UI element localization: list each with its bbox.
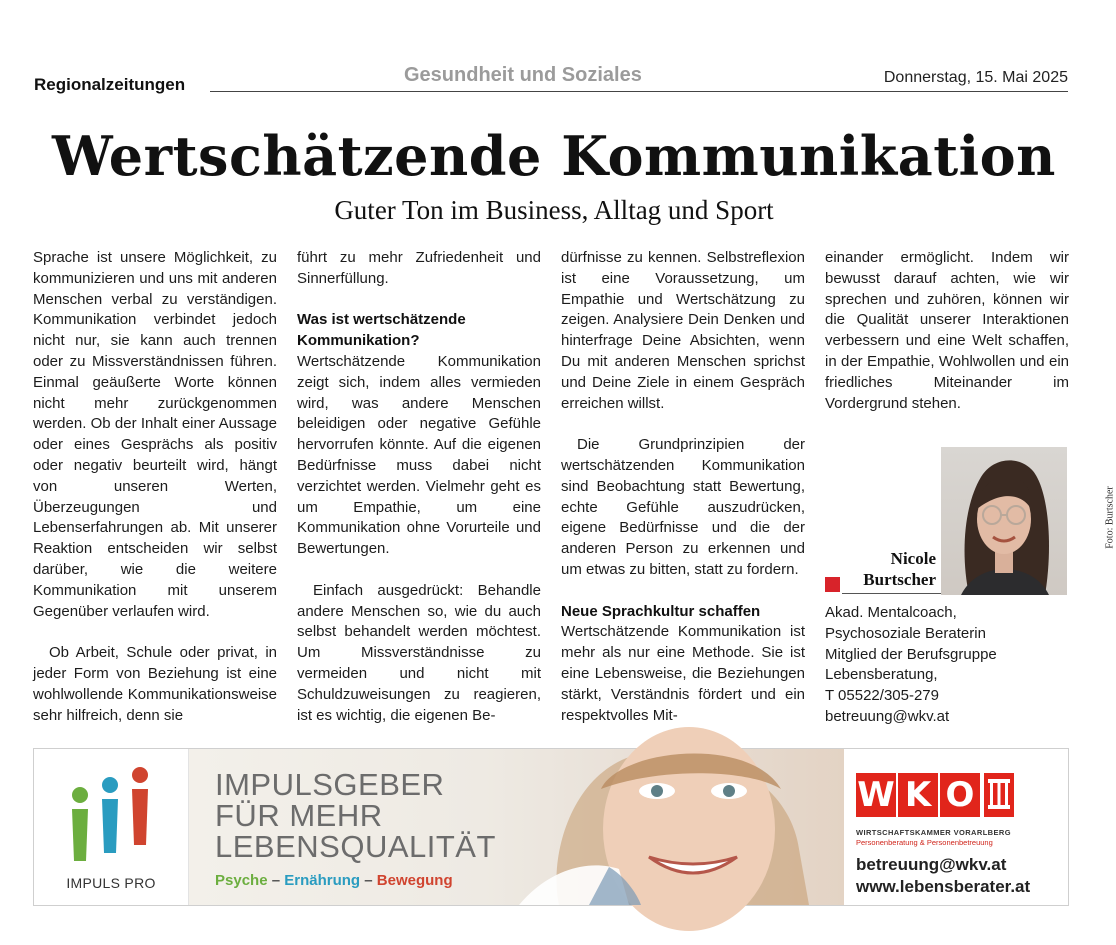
ad-visual <box>189 749 845 905</box>
bio-line: Mitglied der Berufsgruppe <box>825 645 997 663</box>
subheading: Neue Sprachkultur schaffen <box>561 602 761 620</box>
impuls-pro-label: IMPULS PRO <box>66 875 156 891</box>
wko-organisation: WIRTSCHAFTSKAMMER VORARLBERG <box>856 828 1011 837</box>
article-column-3 <box>561 248 805 726</box>
author-bio <box>825 603 997 728</box>
article-title: Wertschätzende Kommunikation <box>52 124 1056 188</box>
paragraph: einander ermöglicht. Indem wir bewusst darauf achten, wie wir sprechen und zuhören, können wir die Qualität unserer Interaktionen verbessern und eine Welt schaffen, in der Empathie, Wohlwollen und ein friedliches Miteinander im Vordergrund stehen. <box>825 249 1069 412</box>
paragraph: dürfnisse zu kennen. Selbstreflexion ist eine Voraussetzung, um Empathie und Wertschätzung zu zeigen. Analysiere Dein Denken und hinterfrage Deine Absichten, wenn Du mit anderen Menschen sprichst und Deine Ziele in einem Gespräch erreichen willst. <box>561 249 805 412</box>
rubric-title: Gesundheit und Soziales <box>400 64 646 87</box>
bio-line: Psychosoziale Beraterin <box>825 624 986 642</box>
paragraph: Die Grundprinzipien der wertschätzenden Kommunikation sind Beobachtung statt Bewertung, echte Gefühle auszudrücken, eigene Bedürfnisse und die der anderen Person zu erkennen und um etwas zu bitten, statt zu fordern. <box>561 436 805 578</box>
article-column-2 <box>297 248 541 726</box>
article-column-4 <box>825 248 1069 414</box>
tag-bewegung: Bewegung <box>376 872 453 889</box>
wko-logo <box>856 773 1014 821</box>
wko-letter: O <box>940 773 980 817</box>
vorarlberg-crest-icon <box>984 773 1014 817</box>
red-marker <box>825 577 840 592</box>
tag-ernaehrung: Ernährung <box>284 872 361 889</box>
impuls-pro-logo <box>34 749 189 905</box>
issue-date: Donnerstag, 15. Mai 2025 <box>883 69 1068 86</box>
paragraph: Wertschätzende Kommunikation ist mehr als nur eine Methode. Sie ist eine Lebensweise, die Beziehungen stärkt, Verständnis fördert und ein respektvolles Mit- <box>561 623 805 724</box>
wko-block <box>844 749 1068 905</box>
paragraph: Wertschätzende Kommunikation zeigt sich, indem alles vermieden wird, was andere Menschen beleidigen oder negative Gefühle hervorrufen könnte. Auf die eigenen Bedürfnisse muss dabei nicht verzichtet werden. Vielmehr geht es um Empathie, um eine Kommunikation ohne Vorurteile und Bewertungen. <box>297 352 541 558</box>
bio-line: Lebensberatung, <box>825 666 938 684</box>
author-name <box>838 548 936 590</box>
ad-headline-line: LEBENSQUALITÄT <box>215 829 496 864</box>
tag-psyche: Psyche <box>215 872 268 889</box>
section-name: Regionalzeitungen <box>34 75 186 94</box>
tag-separator: – <box>271 872 281 889</box>
article-subtitle: Guter Ton im Business, Alltag und Sport <box>334 195 774 225</box>
paragraph: Sprache ist unsere Möglichkeit, zu kommunizieren und uns mit anderen Menschen verbal zu verständigen. Kommunikation verbindet jedoch nicht nur, sie kann auch trennen oder zu Missverständnissen führen. Einmal geäußerte Worte können nicht mehr zurückgenommen werden. Ob der Inhalt einer Aussage oder eines Gesprächs als positiv oder negativ beurteilt wird, hängt von unseren Werten, Überzeugungen und Lebenserfahrungen ab. Mit unserer Reaktion entscheiden wir selbst darüber, wie die weitere Kommunikation mit unserem Gegenüber verlaufen wird. <box>33 249 277 620</box>
ad-website-link[interactable]: www.lebensberater.at <box>856 877 1031 896</box>
paragraph: Ob Arbeit, Schule oder privat, in jeder Form von Beziehung ist eine wohlwollende Kommunikationsweise sehr hilfreich, denn sie <box>33 644 277 724</box>
author-last-name: Burtscher <box>863 570 936 589</box>
paragraph: führt zu mehr Zufriedenheit und Sinnerfüllung. <box>297 249 541 287</box>
ad-headline-line: IMPULSGEBER <box>215 767 445 802</box>
subheading: Was ist wertschätzende Kommunikation? <box>297 311 466 350</box>
wko-letter: W <box>857 775 895 815</box>
wko-department: Personenberatung & Personenbetreuung <box>856 838 993 847</box>
tag-separator: – <box>364 872 373 889</box>
ad-email-link[interactable]: betreuung@wkv.at <box>856 855 1007 874</box>
header-rule <box>210 91 1068 92</box>
bio-line: Akad. Mentalcoach, <box>825 604 957 621</box>
bio-email: betreuung@wkv.at <box>825 707 950 725</box>
author-photo <box>941 447 1067 595</box>
author-first-name: Nicole <box>890 549 936 568</box>
ad-headline-line: FÜR MEHR <box>215 798 383 833</box>
article-column-1 <box>33 248 277 726</box>
impuls-figures-icon <box>34 749 188 869</box>
ad-headline <box>215 769 496 862</box>
advertisement-banner[interactable] <box>33 748 1069 906</box>
photo-credit: Foto: Burtscher <box>1104 486 1116 549</box>
paragraph: Einfach ausgedrückt: Behandle andere Menschen so, wie du auch selbst behandelt werden möchtest. Um Missverständnisse zu vermeiden und nicht mit Schuldzuweisungen zu reagieren, ist es wichtig, die eigenen Be- <box>297 581 541 724</box>
ad-tagline <box>215 872 453 889</box>
bio-phone: T 05522/305-279 <box>825 687 939 705</box>
wko-letter: K <box>898 773 938 817</box>
